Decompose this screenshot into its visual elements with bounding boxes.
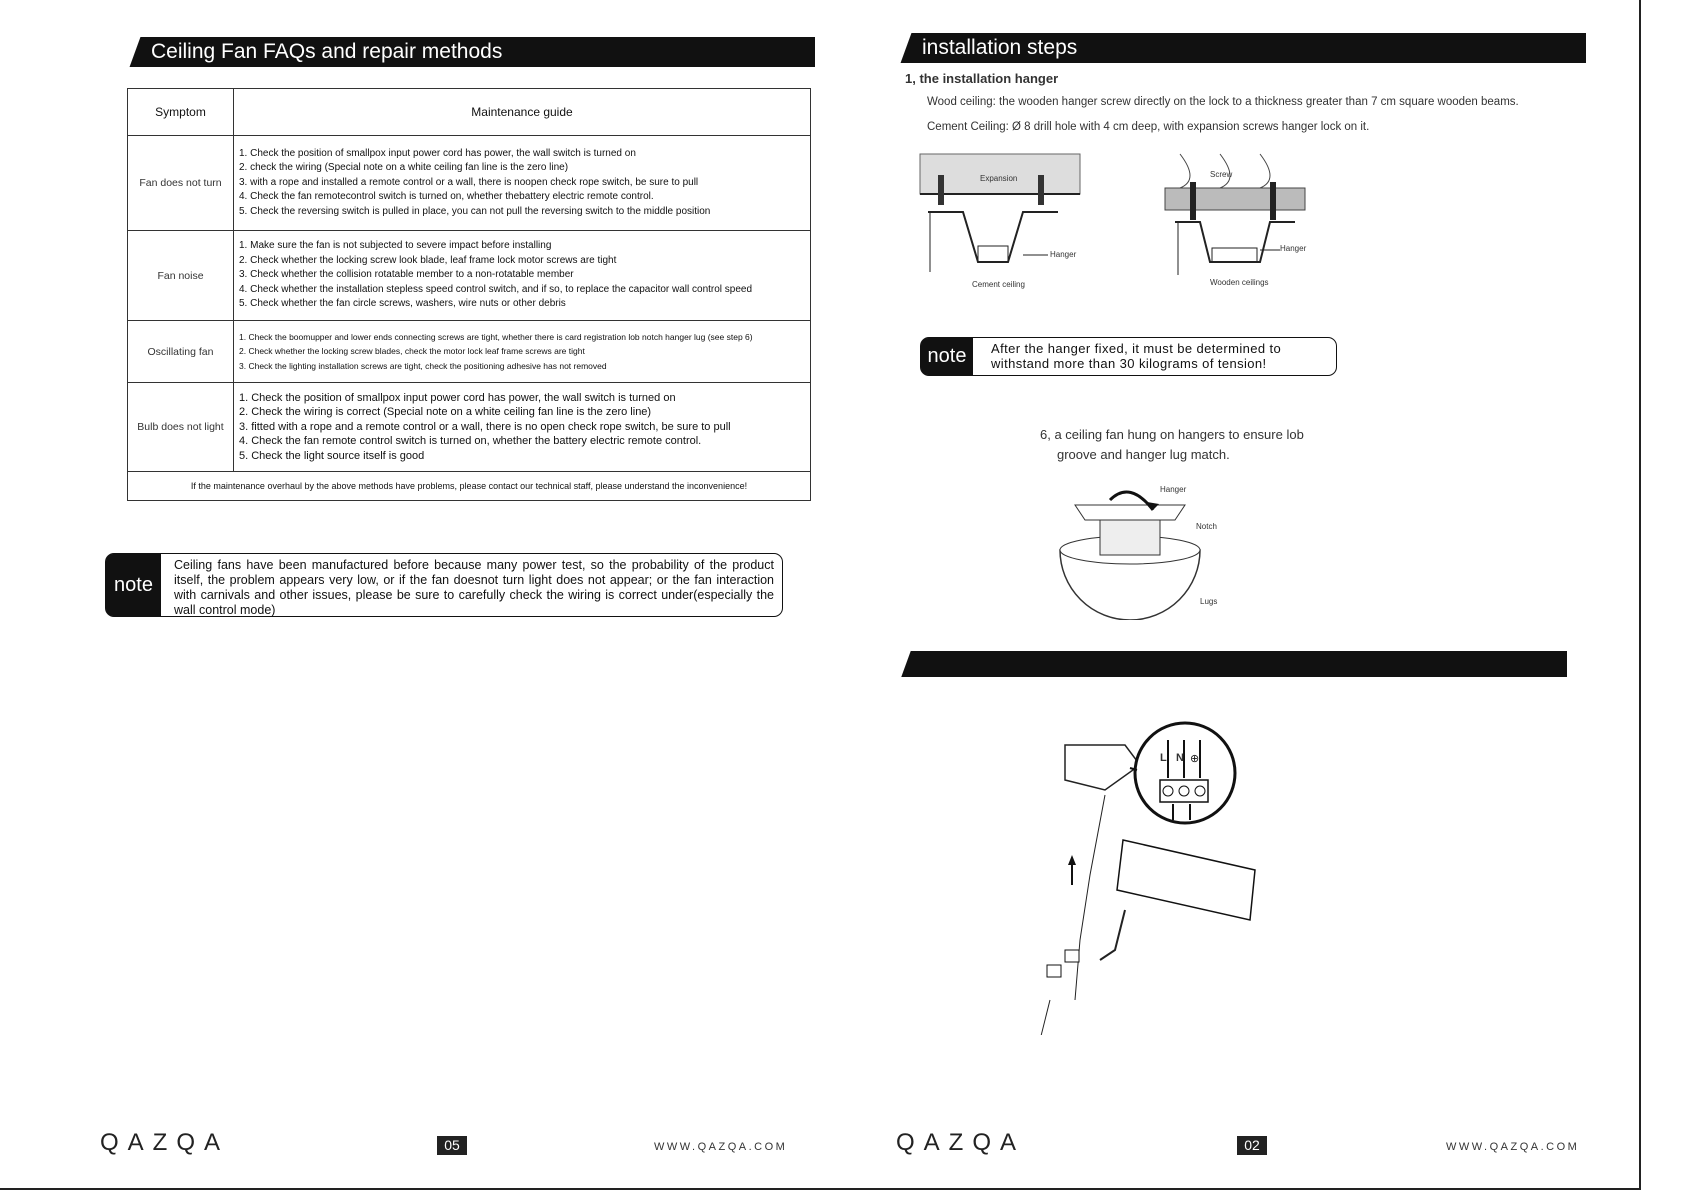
wooden-ceiling-figure xyxy=(1160,150,1310,290)
left-logo: QAZQA xyxy=(100,1129,230,1156)
guide-line: 1. Check the position of smallpox input power cord has power, the wall switch is turned on xyxy=(239,391,676,404)
guide-line: 5. Check the light source itself is good xyxy=(239,449,425,462)
symptom-cell: Bulb does not light xyxy=(128,383,234,472)
step1-wood: Wood ceiling: the wooden hanger screw directly on the lock to a thickness greater than 7 cm square wooden beams. xyxy=(927,96,1519,108)
label-screw: Screw xyxy=(1210,170,1233,179)
left-note-text: Ceiling fans have been manufactured before because many power test, so the probability of the product itself, the problem appears very low, or if the fan doesnot turn light does not appear; or the fan interaction with carnivals and other issues, please be sure to carefully check the wiring is correct under(especially the wall control mode) xyxy=(174,558,774,617)
label-expansion: Expansion xyxy=(980,174,1018,183)
symptom-cell: Fan does not turn xyxy=(128,136,234,231)
symptom-cell: Fan noise xyxy=(128,231,234,321)
step1-cement: Cement Ceiling: Ø 8 drill hole with 4 cm deep, with expansion screws hanger lock on it. xyxy=(927,121,1370,133)
right-page-number: 02 xyxy=(1237,1136,1267,1155)
guide-line: 3. Check whether the collision rotatable member to a non-rotatable member xyxy=(239,269,574,281)
guide-line: 4. Check whether the installation stepless speed control switch, and if so, to replace the capacitor wall control speed xyxy=(239,283,753,295)
label-cement-ceiling: Cement ceiling xyxy=(972,280,1025,289)
col-symptom: Symptom xyxy=(128,89,234,136)
guide-line: 2. Check whether the locking screw blades, check the motor lock leaf frame screws are tight xyxy=(239,346,585,357)
guide-line: 2. check the wiring (Special note on a white ceiling fan line is the zero line) xyxy=(239,162,569,174)
left-page-number: 05 xyxy=(437,1136,467,1155)
note-label: note xyxy=(106,554,161,616)
guide-cell xyxy=(234,321,811,383)
step6-line1: 6, a ceiling fan hung on hangers to ensure lob xyxy=(1040,427,1304,442)
guide-cell xyxy=(234,231,811,321)
label-notch: Notch xyxy=(1196,522,1217,531)
install-header xyxy=(898,33,1586,63)
guide-line: 5. Check the reversing switch is pulled in place, you can not pull the reversing switch to the middle position xyxy=(239,205,711,217)
table-row xyxy=(128,472,811,501)
label-hanger-wood: Hanger xyxy=(1280,244,1307,253)
table-row xyxy=(128,136,811,231)
guide-line: 3. fitted with a rope and a remote control or a wall, there is no open check rope switch, be sure to pull xyxy=(239,420,731,433)
guide-line: 1. Check the boomupper and lower ends connecting screws are tight, whether there is card registration lob notch hanger lug (see step 6) xyxy=(239,331,753,342)
wiring-header xyxy=(898,651,1567,677)
right-note-box xyxy=(920,337,1337,376)
guide-line: 5. Check whether the fan circle screws, washers, wire nuts or other debris xyxy=(239,298,566,310)
symptom-cell: Oscillating fan xyxy=(128,321,234,383)
guide-line: 2. Check the wiring is correct (Special note on a white ceiling fan line is the zero line) xyxy=(239,406,652,419)
cement-ceiling-figure xyxy=(918,150,1088,290)
guide-line: 1. Check the position of smallpox input power cord has power, the wall switch is turned on xyxy=(239,147,636,159)
right-note-text: After the hanger fixed, it must be determined to withstand more than 30 kilograms of tension! xyxy=(991,341,1282,371)
wiring-n: N xyxy=(1176,752,1184,764)
step1-title: 1, the installation hanger xyxy=(905,71,1059,86)
canopy-figure xyxy=(1055,480,1205,620)
table-row xyxy=(128,383,811,472)
guide-cell xyxy=(234,136,811,231)
table-row xyxy=(128,231,811,321)
note-label: note xyxy=(921,338,973,375)
guide-line: 1. Make sure the fan is not subjected to severe impact before installing xyxy=(239,240,552,252)
left-note-box xyxy=(105,553,783,617)
label-lugs: Lugs xyxy=(1200,597,1218,606)
right-website: WWW.QAZQA.COM xyxy=(1446,1141,1580,1153)
guide-line: 3. with a rope and installed a remote control or a wall, there is noopen check rope switch, be sure to pull xyxy=(239,176,699,188)
wiring-l: L xyxy=(1160,752,1167,764)
faq-header-title: Ceiling Fan FAQs and repair methods xyxy=(151,40,503,63)
guide-line: 3. Check the lighting installation screws are tight, check the positioning adhesive has not removed xyxy=(239,360,607,371)
label-hanger-canopy: Hanger xyxy=(1160,485,1187,494)
guide-line: 4. Check the fan remotecontrol switch is turned on, whether thebattery electric remote control. xyxy=(239,191,654,203)
step6-line2: groove and hanger lug match. xyxy=(1057,447,1230,462)
ground-icon: ⊕ xyxy=(1190,753,1200,765)
guide-line: 2. Check whether the locking screw look blade, leaf frame lock motor screws are tight xyxy=(239,254,617,266)
table-row xyxy=(128,321,811,383)
label-hanger-cement: Hanger xyxy=(1050,250,1077,259)
faq-header xyxy=(127,37,815,67)
wiring-figure xyxy=(1005,710,1295,1035)
label-wooden-ceilings: Wooden ceilings xyxy=(1210,278,1269,287)
guide-line: 4. Check the fan remote control switch is turned on, whether the battery electric remote control. xyxy=(239,435,702,448)
col-guide: Maintenance guide xyxy=(234,89,811,136)
table-footer: If the maintenance overhaul by the above methods have problems, please contact our technical staff, please understand the inconvenience! xyxy=(128,472,811,501)
right-logo: QAZQA xyxy=(896,1129,1026,1156)
faq-table xyxy=(127,88,811,501)
guide-cell xyxy=(234,383,811,472)
left-website: WWW.QAZQA.COM xyxy=(654,1141,788,1153)
install-header-title: installation steps xyxy=(922,36,1078,59)
